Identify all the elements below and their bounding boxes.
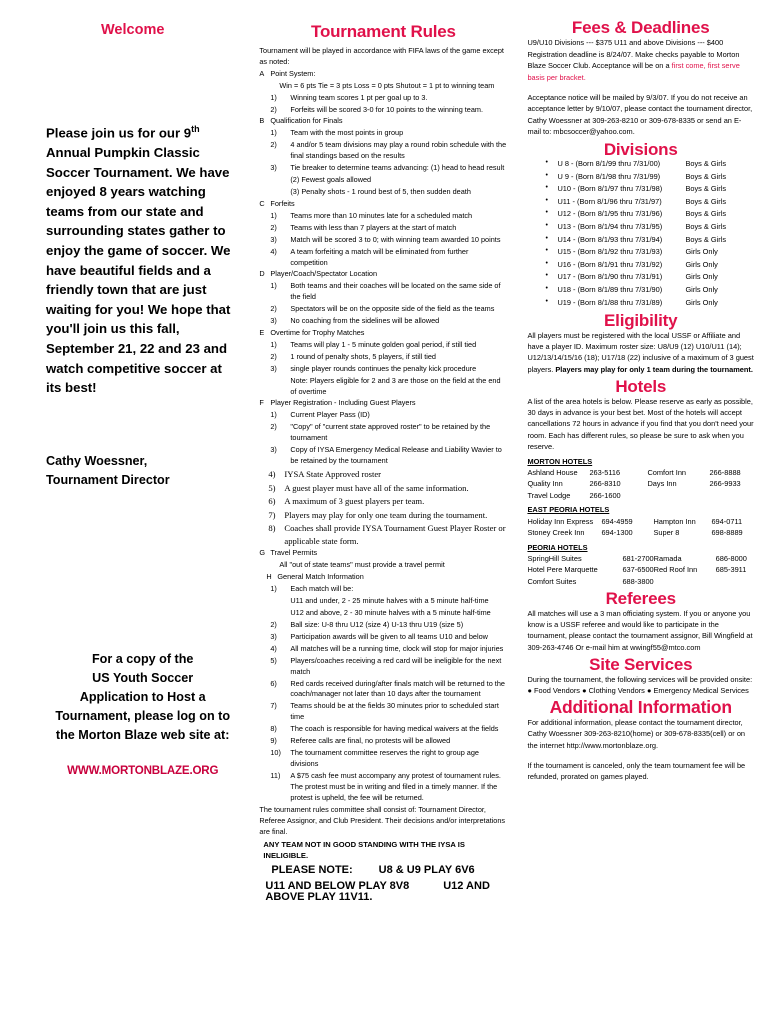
section-letter: F [259, 398, 264, 408]
division-row [545, 196, 754, 209]
hotel-phone: 694-4959 [601, 516, 633, 526]
rule-subitem: (3) Penalty shots - 1 round best of 5, then sudden death [290, 187, 471, 197]
rule-item [259, 364, 507, 375]
rule-item [259, 163, 507, 174]
division-name: • U12 - (Born 8/1/95 thru 7/31/96) [557, 209, 663, 219]
fees-accent-text: first come, first serve basis per bracket. [527, 61, 740, 82]
section-title: Overtime for Trophy Matches [270, 327, 365, 337]
division-row [545, 183, 754, 196]
item-text: Referee calls are final, no protests will be allowed [290, 736, 451, 746]
hotel-name [654, 576, 716, 587]
hotel-phone: 694-1300 [601, 528, 633, 538]
hotel-row [527, 527, 754, 538]
rule-item [259, 468, 507, 480]
rule-item [259, 445, 507, 467]
item-text: Teams will play 1 - 5 minute golden goal period, if still tied [290, 339, 477, 349]
item-number: 1) [270, 128, 277, 138]
application-copy-block [46, 650, 239, 745]
rule-item [259, 316, 507, 327]
item-text: Both teams and their coaches will be located on the same side of the field [290, 281, 501, 302]
hotel-group-title-morton: MORTON HOTELS [527, 456, 593, 466]
hotels-intro: A list of the area hotels is below. Please reserve as early as possible, 30 days in advance is your best bet. Most of the hotels will accept cancellations 72 hours in advance if you find that you don't need your room. Each has different rules, so please be sure to ask when you reserve. [527, 396, 754, 452]
site-services-intro: During the tournament, the following services will be provided onsite: [527, 674, 753, 684]
signature-block [46, 452, 239, 490]
section-letter: H [266, 571, 272, 581]
section-lead: All "out of state teams" must provide a travel permit [279, 560, 445, 570]
please-note-value: U8 & U9 PLAY 6V6 [378, 864, 475, 877]
item-number: 6) [268, 496, 276, 507]
rule-item [259, 422, 507, 444]
hotel-row [527, 516, 754, 527]
eligibility-heading: Eligibility [604, 311, 678, 331]
division-name: • U11 - (Born 8/1/96 thru 7/31/97) [557, 196, 662, 206]
division-gender: Girls Only [685, 247, 718, 257]
signature-name: Cathy Woessner, [46, 453, 148, 468]
middle-column [253, 22, 515, 1024]
item-number: 6) [270, 678, 277, 688]
division-row [545, 158, 754, 171]
service-item: Clothing Vendors [588, 685, 645, 695]
additional-information-heading: Additional Information [549, 697, 732, 718]
hotel-phone: 266-8888 [709, 468, 741, 478]
hotel-phone: 681-2700 [622, 553, 654, 563]
section-title: Player/Coach/Spectator Location [270, 269, 378, 279]
rule-item [259, 701, 507, 723]
rule-item [259, 620, 507, 631]
eligibility-bold-tail: Players may play for only 1 team during the tournament. [555, 364, 753, 374]
rule-item [259, 522, 507, 547]
eligibility-paragraph [527, 330, 754, 376]
section-title: Travel Permits [270, 548, 318, 558]
hotel-name: Ashland House [527, 468, 578, 478]
division-gender: Boys & Girls [685, 159, 727, 169]
rules-section-d [259, 269, 507, 280]
item-number: 2) [270, 619, 277, 629]
hotels-heading: Hotels [615, 377, 667, 397]
section-title: Forfeits [270, 198, 295, 208]
rule-item [259, 771, 507, 803]
rules-section-e [259, 328, 507, 339]
copy-line: For a copy of the [91, 651, 194, 666]
hotel-name: Super 8 [653, 528, 680, 538]
hotel-name: Quality Inn [527, 479, 563, 489]
service-item: Emergency Medical Services [653, 685, 749, 695]
rule-item [259, 140, 507, 162]
item-number: 9) [270, 736, 277, 746]
please-note-label: PLEASE NOTE: [271, 864, 353, 877]
morton-blaze-website-link[interactable]: WWW.MORTONBLAZE.ORG [67, 763, 219, 777]
item-number: 3) [270, 363, 277, 373]
copy-line: Tournament, please log on to [55, 708, 231, 723]
please-note-line [259, 865, 507, 876]
division-name: • U18 - (Born 8/1/89 thru 7/31/90) [557, 285, 663, 294]
item-text: The tournament committee reserves the right to group age divisions [290, 748, 479, 768]
hotel-name: Comfort Suites [527, 576, 577, 586]
rules-section-f [259, 398, 507, 409]
division-gender: Boys & Girls [685, 209, 727, 219]
copy-line: the Morton Blaze web site at: [55, 727, 230, 742]
section-letter: C [259, 198, 265, 208]
division-gender: Girls Only [685, 272, 718, 282]
item-text: No coaching from the sidelines will be allowed [290, 316, 440, 326]
referees-heading: Referees [605, 589, 676, 609]
item-number: 2) [270, 140, 277, 150]
item-number: 1) [270, 210, 277, 220]
division-name: • U10 - (Born 8/1/97 thru 7/31/98) [557, 184, 663, 194]
site-services-heading: Site Services [589, 655, 693, 675]
rules-intro: Tournament will be played in accordance with FIFA laws of the game except as noted: [259, 46, 504, 66]
welcome-heading: Welcome [101, 22, 165, 38]
division-name: • U19 - (Born 8/1/88 thru 7/31/89) [557, 297, 663, 307]
referees-paragraph: All matches will use a 3 man officiating system. If you or anyone you know is a USSF referee and would like to participate in the tournament, please contact the tournament assignor, Bill Wingfield at 309-263-4746 Or e-mail him at wwingf55@mtco.com [527, 608, 753, 652]
division-row [545, 171, 754, 184]
welcome-paragraph [46, 120, 239, 398]
left-column [8, 22, 253, 1024]
item-number: 8) [270, 724, 277, 734]
service-item: Food Vendors [533, 685, 580, 695]
section-title: Point System: [270, 68, 316, 78]
hotel-phone: 686-8000 [715, 553, 747, 563]
division-row [545, 208, 754, 221]
item-text: All matches will be a running time, clock will stop for major injuries [290, 643, 504, 653]
rule-item [259, 340, 507, 351]
signature-title: Tournament Director [46, 472, 170, 487]
bullet-icon: ● [582, 685, 587, 695]
item-number: 5) [268, 482, 276, 493]
item-number: 3) [270, 631, 277, 641]
item-number: 4) [268, 469, 276, 479]
copy-line: Application to Host a [79, 689, 206, 704]
bullet-icon: ● [527, 685, 532, 695]
play-format-below: U11 AND BELOW PLAY 8V8 [265, 880, 410, 893]
right-column [515, 18, 762, 1024]
division-gender: Boys & Girls [685, 222, 727, 232]
bullet-icon: ● [646, 685, 652, 695]
hotel-row [527, 490, 754, 501]
hotel-name: SpringHill Suites [527, 553, 582, 563]
division-name: • U16 - (Born 8/1/91 thru 7/31/92) [557, 259, 663, 269]
rule-item [259, 724, 507, 735]
divisions-list [527, 158, 754, 309]
division-gender: Girls Only [685, 259, 718, 269]
rule-item [259, 352, 507, 363]
rule-item [259, 247, 507, 269]
division-row [545, 234, 754, 247]
item-text: Teams with less than 7 players at the start of match [290, 222, 457, 232]
rule-item [259, 644, 507, 655]
item-number: 3) [270, 316, 277, 326]
item-number: 1) [270, 410, 277, 420]
item-number: 8) [268, 523, 276, 534]
hotel-name: Red Roof Inn [653, 565, 698, 575]
divisions-heading: Divisions [603, 139, 678, 159]
hotel-table-east-peoria [527, 516, 754, 539]
play-format-line [259, 881, 507, 903]
rule-item [259, 584, 507, 595]
rule-subitem: U12 and above, 2 - 30 minute halves with a 5 minute half-time [290, 607, 491, 617]
section-lead: Win = 6 pts Tie = 3 pts Loss = 0 pts Shutout = 1 pt to winning team [279, 80, 495, 90]
hotel-phone: 637-6500 [622, 565, 654, 575]
section-letter: E [259, 327, 265, 337]
division-name: • U 9 - (Born 8/1/98 thru 7/31/99) [557, 171, 661, 181]
section-title: Player Registration - Including Guest Players [270, 398, 416, 408]
division-gender: Boys & Girls [685, 184, 727, 194]
item-number: 5) [270, 655, 277, 665]
hotel-phone: 685-3911 [715, 565, 747, 575]
hotel-group-title-peoria: PEORIA HOTELS [527, 542, 588, 552]
item-text: Players/coaches receiving a red card will be ineligible for the next match [290, 655, 502, 676]
division-row [545, 297, 754, 310]
hotel-row [527, 553, 754, 564]
welcome-text-pre: Please join us for our 9 [46, 125, 192, 141]
division-row [545, 259, 754, 272]
item-text: Participation awards will be given to all teams U10 and below [290, 631, 488, 641]
site-services-list [527, 685, 754, 696]
additional-paragraph-1: For additional information, please contact the tournament director, Cathy Woessner 309-263-8210(home) or 309-678-8335(cell) or on the internet http://www.mortonblaze.org. [527, 717, 746, 750]
item-text: Current Player Pass (ID) [290, 410, 370, 420]
item-number: 2) [270, 422, 277, 432]
item-text: Players may play for only one team during the tournament. [284, 509, 488, 520]
hotel-phone: 263-5116 [589, 468, 621, 478]
item-text: 1 round of penalty shots, 5 players, if still tied [290, 351, 436, 361]
hotel-phone: 698-8889 [711, 528, 743, 538]
item-number: 2) [270, 351, 277, 361]
eligibility-text: All players must be registered with the local USSF or Affiliate and have a player ID. Maximum roster size: U8/U9 (12) U10/U11 (14); U12/13/14/15/16 (18); U17/18 (22) inclusive of a maximum of 3 guest players. [527, 330, 754, 374]
hotel-phone: 688-3800 [622, 576, 654, 586]
item-number: 1) [270, 339, 277, 349]
hotel-name: Hampton Inn [653, 516, 696, 526]
hotel-group-title-east-peoria: EAST PEORIA HOTELS [527, 505, 610, 515]
item-text: Ball size: U-8 thru U12 (size 4) U-13 thru U19 (size 5) [290, 619, 464, 629]
item-text: Each match will be: [290, 583, 354, 593]
rule-item [259, 679, 507, 701]
rule-item [259, 632, 507, 643]
rule-item [259, 495, 507, 507]
item-number: 1) [270, 583, 277, 593]
item-text: "Copy" of "current state approved roster" to be retained by the tournament [290, 422, 491, 443]
rules-committee-note: The tournament rules committee shall consist of: Tournament Director, Referee Assignor, and Club President. Their decisions and/or interpretations are final. [259, 805, 506, 836]
fees-paragraph [527, 37, 754, 83]
section-letter: B [259, 116, 265, 126]
hotel-row [527, 576, 754, 587]
item-text: Match will be scored 3 to 0; with winning team awarded 10 points [290, 234, 501, 244]
rule-item [259, 211, 507, 222]
hotel-row [527, 467, 754, 478]
welcome-text-post: Annual Pumpkin Classic Soccer Tournament. We have enjoyed 8 years watching teams from our state and surrounding states gather to enjoy the game of soccer. We have beautiful fields and a friendly town that are just waiting for you! We hope that you'll join us this fall, September 21, 22 and 23 and watch competitive soccer at its best! [46, 144, 231, 396]
item-number: 3) [270, 163, 277, 173]
hotel-name: Comfort Inn [647, 468, 687, 478]
section-letter: G [259, 548, 266, 558]
rule-subitem: (2) Fewest goals allowed [290, 175, 372, 185]
section-letter: D [259, 269, 265, 279]
rules-section-c [259, 199, 507, 210]
item-text: Forfeits will be scored 3-0 for 10 points to the winning team. [290, 104, 484, 114]
fees-deadlines-heading: Fees & Deadlines [571, 18, 710, 37]
item-text: Coaches shall provide IYSA Tournament Guest Player Roster or applicable state form. [284, 523, 506, 546]
item-text: Winning team scores 1 pt per goal up to 3. [290, 92, 428, 102]
hotel-name: Holiday Inn Express [527, 516, 594, 526]
item-number: 3) [270, 234, 277, 244]
tournament-rules-heading: Tournament Rules [311, 22, 456, 41]
division-gender: Boys & Girls [685, 234, 727, 244]
tournament-rules-body [259, 46, 507, 903]
rule-item [259, 223, 507, 234]
item-text: The coach is responsible for having medical waivers at the fields [290, 724, 499, 734]
rule-item [259, 482, 507, 494]
rule-item [259, 235, 507, 246]
item-text: Team with the most points in group [290, 128, 404, 138]
rule-item [259, 105, 507, 116]
item-text: A team forfeiting a match will be eliminated from further competition [290, 246, 469, 267]
item-number: 2) [270, 104, 277, 114]
rule-item [259, 281, 507, 303]
rule-item [259, 736, 507, 747]
hotel-row [527, 478, 754, 489]
division-row [545, 284, 754, 297]
rule-item [259, 410, 507, 421]
ordinal-suffix: th [191, 124, 200, 134]
item-text: single player rounds continues the penalty kick procedure [290, 363, 477, 373]
rules-section-g [259, 548, 507, 559]
rules-section-b [259, 116, 507, 127]
division-row [545, 271, 754, 284]
rules-section-a [259, 69, 507, 80]
division-name: • U14 - (Born 8/1/93 thru 7/31/94) [557, 234, 663, 244]
rule-item [259, 304, 507, 315]
item-text: A guest player must have all of the same information. [284, 482, 469, 493]
section-letter: A [259, 68, 265, 78]
rule-item [259, 128, 507, 139]
division-name: • U 8 - (Born 8/1/99 thru 7/31/00) [557, 159, 661, 169]
rule-subitem: U11 and under, 2 - 25 minute halves with a 5 minute half-time [290, 595, 489, 605]
division-name: • U17 - (Born 8/1/90 thru 7/31/91) [557, 272, 663, 282]
copy-line: US Youth Soccer [92, 670, 194, 685]
division-name: • U15 - (Born 8/1/92 thru 7/31/93) [557, 247, 663, 257]
item-text: A maximum of 3 guest players per team. [284, 496, 425, 507]
hotel-table-peoria [527, 553, 754, 587]
hotel-phone: 694-0711 [711, 516, 743, 526]
item-text: Teams more than 10 minutes late for a scheduled match [290, 210, 473, 220]
hotel-phone: 266-1600 [589, 490, 621, 500]
division-gender: Boys & Girls [685, 171, 727, 181]
rules-section-h [259, 572, 507, 583]
item-number: 7) [268, 509, 276, 520]
item-text: Spectators will be on the opposite side of the field as the teams [290, 304, 495, 314]
division-row [545, 246, 754, 259]
item-number: 1) [270, 281, 277, 291]
hotel-table-morton [527, 467, 754, 501]
section-title: Qualification for Finals [270, 116, 343, 126]
rule-item [259, 509, 507, 521]
additional-paragraph-2: If the tournament is canceled, only the team tournament fee will be refunded, prorated on games played. [527, 761, 746, 782]
item-text: 4 and/or 5 team divisions may play a round robin schedule with the final standings based on the results [290, 140, 507, 161]
item-number: 4) [270, 643, 277, 653]
item-text: Red cards received during/after finals match will be returned to the coach/manager not later than 10 days after the tournament [290, 678, 505, 699]
division-name: • U13 - (Born 8/1/94 thru 7/31/95) [557, 222, 663, 232]
hotel-name: Days Inn [647, 479, 677, 489]
hotel-phone: 266-8310 [589, 479, 621, 489]
item-text: IYSA State Approved roster [284, 469, 382, 479]
rule-item [259, 93, 507, 104]
hotel-row [527, 564, 754, 575]
item-text: Teams should be at the fields 30 minutes prior to scheduled start time [290, 701, 499, 722]
hotel-name: Hotel Pere Marquette [527, 565, 598, 575]
item-number: 11) [270, 770, 281, 780]
item-text: Copy of IYSA Emergency Medical Release and Liability Wavier to be retained by the tournament [290, 445, 502, 466]
rule-item [259, 656, 507, 678]
item-number: 10) [270, 748, 281, 758]
division-gender: Boys & Girls [685, 196, 727, 206]
item-text: A $75 cash fee must accompany any protest of tournament rules. The protest must be in writing and filed in a timely manner. If the protest is upheld, the fee will be returned. [290, 770, 501, 802]
section-title: General Match Information [277, 571, 364, 581]
hotel-phone [716, 576, 754, 587]
hotel-phone: 266-9933 [709, 479, 741, 489]
rule-item [259, 748, 507, 770]
item-number: 2) [270, 222, 277, 232]
item-number: 4) [270, 246, 277, 256]
division-gender: Girls Only [685, 297, 718, 307]
division-gender: Girls Only [685, 285, 718, 294]
fees-text: U9/U10 Divisions --- $375 U11 and above Divisions --- $400 Registration deadline is 8/24/07. Make checks payable to Morton Blaze Soccer Club. Acceptance will be on a [527, 38, 740, 71]
hotel-name: Stoney Creek Inn [527, 528, 585, 538]
hotel-name [647, 490, 709, 501]
acceptance-notice-paragraph: Acceptance notice will be mailed by 9/3/07. If you do not receive an acceptance letter by 9/10/07, please contact the tournament director, Cathy Woessner at 309-263-8210 or 309-678-8335 or send an E-mail to: mbcsoccer@yahoo.com. [527, 93, 753, 137]
good-standing-notice: ANY TEAM NOT IN GOOD STANDING WITH THE IYSA IS INELIGIBLE. [263, 839, 465, 860]
item-number: 2) [270, 304, 277, 314]
item-number: 3) [270, 445, 277, 455]
hotel-name: Ramada [653, 553, 682, 563]
hotel-phone [709, 490, 754, 501]
hotel-name: Travel Lodge [527, 490, 571, 500]
rule-subitem: Note: Players eligible for 2 and 3 are those on the field at the end of overtime [290, 375, 501, 396]
play-format-above: U12 AND ABOVE PLAY 11V11. [265, 880, 490, 903]
item-number: 1) [270, 92, 277, 102]
item-text: Tie breaker to determine teams advancing: (1) head to head result [290, 163, 505, 173]
division-row [545, 221, 754, 234]
item-number: 7) [270, 701, 277, 711]
